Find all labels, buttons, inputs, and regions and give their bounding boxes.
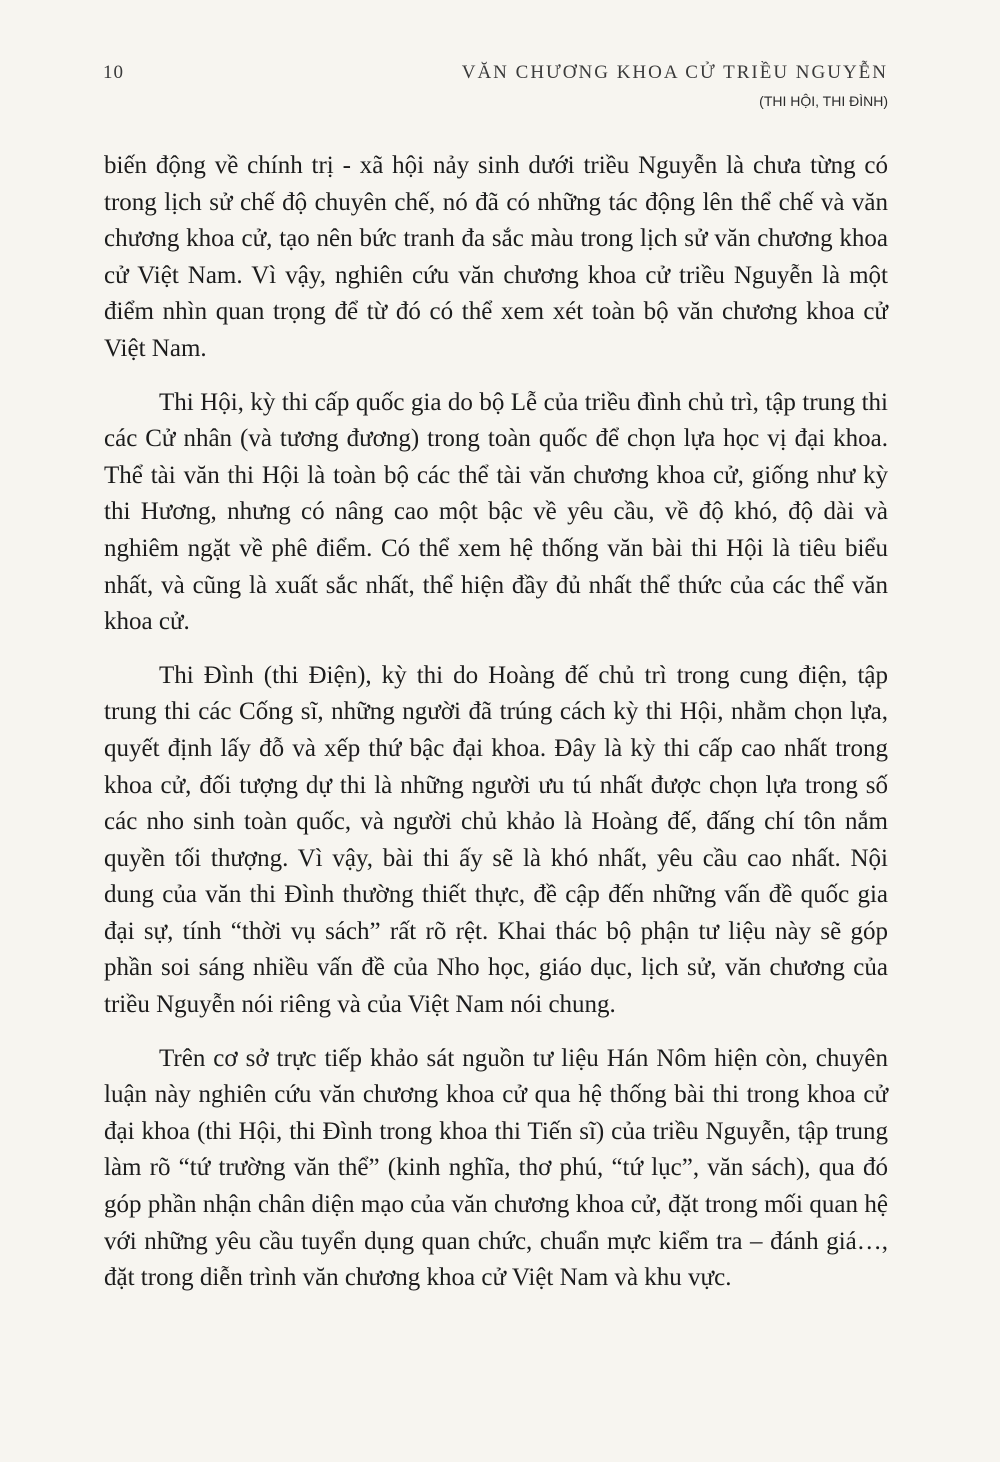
paragraph-thi-hoi: Thi Hội, kỳ thi cấp quốc gia do bộ Lễ của triều đình chủ trì, tập trung thi các Cử nhân (và tương đương) trong toàn quốc để chọn lựa học vị đại khoa. Thể tài văn thi Hội là toàn bộ các thể tài văn chương khoa cử, giống như kỳ thi Hương, nhưng có nâng cao một bậc về yêu cầu, về độ khó, độ dài và nghiêm ngặt về phê điểm. Có thể xem hệ thống văn bài thi Hội là tiêu biểu nhất, và cũng là xuất sắc nhất, thể hiện đầy đủ nhất thể thức của các thể văn khoa cử. <box>104 388 888 636</box>
paragraph-thi-dinh: Thi Đình (thi Điện), kỳ thi do Hoàng đế chủ trì trong cung điện, tập trung thi các Cống sĩ, những người đã trúng cách kỳ thi Hội, nhằm chọn lựa, quyết định lấy đỗ và xếp thứ bậc đại khoa. Đây là kỳ thi cấp cao nhất trong khoa cử, đối tượng dự thi là những người ưu tú nhất được chọn lựa trong số các nho sinh toàn quốc, và người chủ khảo là Hoàng đế, đấng chí tôn nắm quyền tối thượng. Vì vậy, bài thi ấy sẽ là khó nhất, yêu cầu cao nhất. Nội dung của văn thi Đình thường thiết thực, đề cập đến những vấn đề quốc gia đại sự, tính “thời vụ sách” rất rõ rệt. Khai thác bộ phận tư liệu này sẽ góp phần soi sáng nhiều vấn đề của Nho học, giáo dục, lịch sử, văn chương của triều Nguyễn nói riêng và của Việt Nam nói chung. <box>104 661 888 1019</box>
running-title: VĂN CHƯƠNG KHOA CỬ TRIỀU NGUYỄN <box>461 62 888 83</box>
running-subtitle: (THI HỘI, THI ĐÌNH) <box>759 93 888 109</box>
paragraph-continuation: biến động về chính trị - xã hội nảy sinh dưới triều Nguyễn là chưa từng có trong lịch sử chế độ chuyên chế, nó đã có những tác động lên thể chế và văn chương khoa cử, tạo nên bức tranh đa sắc màu trong lịch sử văn chương khoa cử Việt Nam. Vì vậy, nghiên cứu văn chương khoa cử triều Nguyễn là một điểm nhìn quan trọng để từ đó có thể xem xét toàn bộ văn chương khoa cử Việt Nam. <box>104 152 888 362</box>
page-number: 10 <box>103 62 124 83</box>
paragraph-research-scope: Trên cơ sở trực tiếp khảo sát nguồn tư liệu Hán Nôm hiện còn, chuyên luận này nghiên cứu văn chương khoa cử qua hệ thống bài thi trong khoa cử đại khoa (thi Hội, thi Đình trong khoa thi Tiến sĩ) của triều Nguyễn, tập trung làm rõ “tứ trường văn thể” (kinh nghĩa, thơ phú, “tứ lục”, văn sách), qua đó góp phần nhận chân diện mạo của văn chương khoa cử, đặt trong mối quan hệ với những yêu cầu tuyển dụng quan chức, chuẩn mực kiểm tra – đánh giá…, đặt trong diễn trình văn chương khoa cử Việt Nam và khu vực. <box>104 1044 888 1292</box>
body-text <box>104 148 888 1314</box>
